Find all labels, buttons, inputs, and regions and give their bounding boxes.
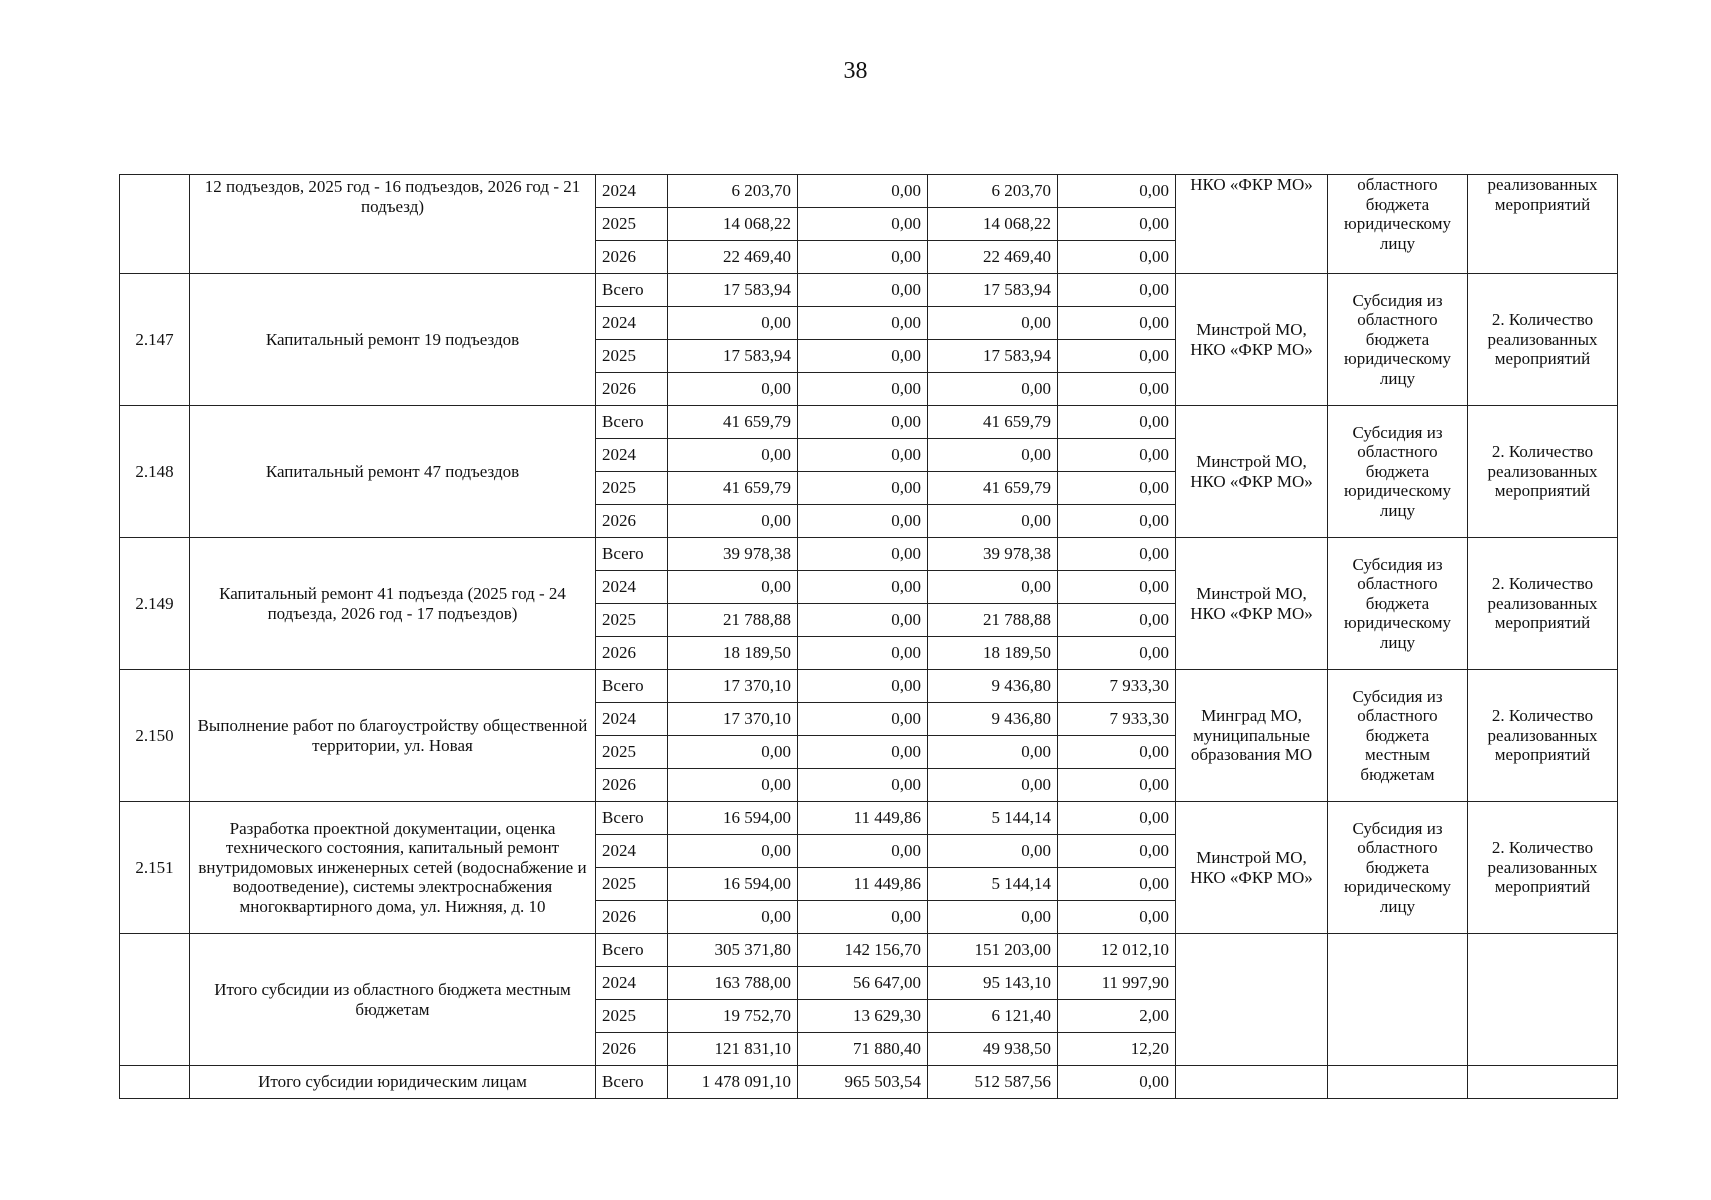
year-cell: 2024 — [596, 571, 668, 604]
total-cell: 41 659,79 — [668, 406, 798, 439]
regional-cell: 39 978,38 — [928, 538, 1058, 571]
total-cell: 39 978,38 — [668, 538, 798, 571]
table-row — [120, 802, 1618, 835]
year-cell: 2025 — [596, 472, 668, 505]
federal-cell: 0,00 — [798, 670, 928, 703]
table-row — [120, 274, 1618, 307]
item-number: 2.147 — [120, 274, 190, 406]
executor-cell: Минстрой МО, НКО «ФКР МО» — [1176, 538, 1328, 670]
regional-cell: 9 436,80 — [928, 670, 1058, 703]
federal-cell: 0,00 — [798, 571, 928, 604]
executor-cell: Минстрой МО, НКО «ФКР МО» — [1176, 274, 1328, 406]
total-cell: 305 371,80 — [668, 934, 798, 967]
item-number — [120, 934, 190, 1066]
regional-cell: 512 587,56 — [928, 1066, 1058, 1099]
regional-cell: 151 203,00 — [928, 934, 1058, 967]
year-cell: 2026 — [596, 769, 668, 802]
total-cell: 1 478 091,10 — [668, 1066, 798, 1099]
total-cell: 0,00 — [668, 901, 798, 934]
federal-cell: 0,00 — [798, 769, 928, 802]
total-cell: 17 370,10 — [668, 670, 798, 703]
municipal-cell: 2,00 — [1058, 1000, 1176, 1033]
year-cell: Всего — [596, 406, 668, 439]
federal-cell: 0,00 — [798, 274, 928, 307]
federal-cell: 0,00 — [798, 736, 928, 769]
federal-cell: 0,00 — [798, 901, 928, 934]
year-cell: 2026 — [596, 373, 668, 406]
municipal-cell: 0,00 — [1058, 307, 1176, 340]
municipal-cell: 0,00 — [1058, 868, 1176, 901]
item-number — [120, 175, 190, 274]
item-description: Разработка проектной документации, оценка технического состояния, капитальный ремонт внутридомовых инженерных сетей (водоснабжение и водоотведение), системы электроснабжения многоквартирного дома, ул. Нижняя, д. 10 — [190, 802, 596, 934]
regional-cell: 9 436,80 — [928, 703, 1058, 736]
federal-cell: 0,00 — [798, 439, 928, 472]
regional-cell: 0,00 — [928, 835, 1058, 868]
regional-cell: 0,00 — [928, 736, 1058, 769]
regional-cell: 14 068,22 — [928, 208, 1058, 241]
municipal-cell: 0,00 — [1058, 274, 1176, 307]
total-cell: 6 203,70 — [668, 175, 798, 208]
year-cell: Всего — [596, 274, 668, 307]
item-description: 12 подъездов, 2025 год - 16 подъездов, 2026 год - 21 подъезд) — [190, 175, 596, 274]
federal-cell: 11 449,86 — [798, 802, 928, 835]
result-cell — [1468, 1066, 1618, 1099]
federal-cell: 965 503,54 — [798, 1066, 928, 1099]
budget-table — [119, 174, 1618, 1099]
total-cell: 0,00 — [668, 769, 798, 802]
year-cell: Всего — [596, 1066, 668, 1099]
federal-cell: 0,00 — [798, 835, 928, 868]
year-cell: 2026 — [596, 241, 668, 274]
regional-cell: 0,00 — [928, 769, 1058, 802]
subsidy-form-cell — [1328, 934, 1468, 1066]
page-number: 38 — [843, 58, 868, 84]
item-number — [120, 1066, 190, 1099]
federal-cell: 11 449,86 — [798, 868, 928, 901]
year-cell: 2026 — [596, 1033, 668, 1066]
municipal-cell: 0,00 — [1058, 736, 1176, 769]
municipal-cell: 0,00 — [1058, 373, 1176, 406]
subsidy-form-cell: Субсидия из областного бюджета юридическому лицу — [1328, 802, 1468, 934]
executor-cell — [1176, 934, 1328, 1066]
subsidy-form-cell: Субсидия из областного бюджета местным бюджетам — [1328, 670, 1468, 802]
item-number: 2.149 — [120, 538, 190, 670]
table-row — [120, 538, 1618, 571]
regional-cell: 22 469,40 — [928, 241, 1058, 274]
executor-cell — [1176, 1066, 1328, 1099]
municipal-cell: 0,00 — [1058, 1066, 1176, 1099]
federal-cell: 0,00 — [798, 241, 928, 274]
result-cell: 2. Количество реализованных мероприятий — [1468, 802, 1618, 934]
federal-cell: 0,00 — [798, 472, 928, 505]
municipal-cell: 0,00 — [1058, 406, 1176, 439]
regional-cell: 0,00 — [928, 505, 1058, 538]
total-cell: 16 594,00 — [668, 868, 798, 901]
municipal-cell: 0,00 — [1058, 175, 1176, 208]
total-cell: 17 583,94 — [668, 340, 798, 373]
regional-cell: 0,00 — [928, 373, 1058, 406]
result-cell: 2. Количество реализованных мероприятий — [1468, 274, 1618, 406]
total-cell: 16 594,00 — [668, 802, 798, 835]
table-row — [120, 406, 1618, 439]
total-cell: 0,00 — [668, 307, 798, 340]
regional-cell: 6 121,40 — [928, 1000, 1058, 1033]
item-description: Капитальный ремонт 19 подъездов — [190, 274, 596, 406]
result-cell: 2. Количество реализованных мероприятий — [1468, 538, 1618, 670]
item-description: Капитальный ремонт 41 подъезда (2025 год - 24 подъезда, 2026 год - 17 подъездов) — [190, 538, 596, 670]
executor-cell: Минстрой МО, НКО «ФКР МО» — [1176, 802, 1328, 934]
item-description: Итого субсидии из областного бюджета местным бюджетам — [190, 934, 596, 1066]
municipal-cell: 7 933,30 — [1058, 670, 1176, 703]
regional-cell: 21 788,88 — [928, 604, 1058, 637]
municipal-cell: 0,00 — [1058, 472, 1176, 505]
municipal-cell: 12,20 — [1058, 1033, 1176, 1066]
year-cell: Всего — [596, 934, 668, 967]
executor-cell: Минстрой МО, НКО «ФКР МО» — [1176, 406, 1328, 538]
item-number: 2.151 — [120, 802, 190, 934]
total-cell: 0,00 — [668, 571, 798, 604]
item-description: Капитальный ремонт 47 подъездов — [190, 406, 596, 538]
result-cell: реализованных мероприятий — [1468, 175, 1618, 274]
total-cell: 0,00 — [668, 736, 798, 769]
item-description: Итого субсидии юридическим лицам — [190, 1066, 596, 1099]
total-cell: 163 788,00 — [668, 967, 798, 1000]
table-row — [120, 934, 1618, 967]
year-cell: 2025 — [596, 208, 668, 241]
subsidy-form-cell — [1328, 1066, 1468, 1099]
subsidy-form-cell: Субсидия из областного бюджета юридическому лицу — [1328, 538, 1468, 670]
subsidy-form-cell: Субсидия из областного бюджета юридическому лицу — [1328, 406, 1468, 538]
federal-cell: 0,00 — [798, 340, 928, 373]
municipal-cell: 0,00 — [1058, 901, 1176, 934]
total-cell: 41 659,79 — [668, 472, 798, 505]
regional-cell: 41 659,79 — [928, 472, 1058, 505]
federal-cell: 142 156,70 — [798, 934, 928, 967]
year-cell: 2026 — [596, 637, 668, 670]
executor-cell: НКО «ФКР МО» — [1176, 175, 1328, 274]
year-cell: 2024 — [596, 439, 668, 472]
year-cell: Всего — [596, 538, 668, 571]
year-cell: 2025 — [596, 868, 668, 901]
regional-cell: 17 583,94 — [928, 340, 1058, 373]
regional-cell: 95 143,10 — [928, 967, 1058, 1000]
federal-cell: 0,00 — [798, 703, 928, 736]
year-cell: 2024 — [596, 835, 668, 868]
municipal-cell: 0,00 — [1058, 604, 1176, 637]
year-cell: 2025 — [596, 736, 668, 769]
year-cell: 2025 — [596, 1000, 668, 1033]
total-cell: 17 370,10 — [668, 703, 798, 736]
executor-cell: Минград МО, муниципальные образования МО — [1176, 670, 1328, 802]
regional-cell: 18 189,50 — [928, 637, 1058, 670]
federal-cell: 0,00 — [798, 307, 928, 340]
item-number: 2.150 — [120, 670, 190, 802]
regional-cell: 0,00 — [928, 307, 1058, 340]
year-cell: 2024 — [596, 175, 668, 208]
regional-cell: 17 583,94 — [928, 274, 1058, 307]
regional-cell: 0,00 — [928, 439, 1058, 472]
municipal-cell: 0,00 — [1058, 835, 1176, 868]
municipal-cell: 0,00 — [1058, 571, 1176, 604]
table-row — [120, 1066, 1618, 1099]
municipal-cell: 7 933,30 — [1058, 703, 1176, 736]
total-cell: 0,00 — [668, 835, 798, 868]
total-cell: 18 189,50 — [668, 637, 798, 670]
federal-cell: 0,00 — [798, 604, 928, 637]
year-cell: 2025 — [596, 340, 668, 373]
table-row — [120, 175, 1618, 208]
regional-cell: 5 144,14 — [928, 802, 1058, 835]
municipal-cell: 0,00 — [1058, 439, 1176, 472]
result-cell: 2. Количество реализованных мероприятий — [1468, 406, 1618, 538]
municipal-cell: 12 012,10 — [1058, 934, 1176, 967]
regional-cell: 6 203,70 — [928, 175, 1058, 208]
total-cell: 121 831,10 — [668, 1033, 798, 1066]
subsidy-form-cell: областного бюджета юридическому лицу — [1328, 175, 1468, 274]
federal-cell: 0,00 — [798, 637, 928, 670]
federal-cell: 0,00 — [798, 505, 928, 538]
item-description: Выполнение работ по благоустройству общественной территории, ул. Новая — [190, 670, 596, 802]
year-cell: Всего — [596, 802, 668, 835]
municipal-cell: 0,00 — [1058, 802, 1176, 835]
federal-cell: 71 880,40 — [798, 1033, 928, 1066]
federal-cell: 0,00 — [798, 538, 928, 571]
federal-cell: 13 629,30 — [798, 1000, 928, 1033]
result-cell — [1468, 934, 1618, 1066]
year-cell: 2026 — [596, 901, 668, 934]
regional-cell: 5 144,14 — [928, 868, 1058, 901]
year-cell: 2025 — [596, 604, 668, 637]
municipal-cell: 0,00 — [1058, 538, 1176, 571]
year-cell: 2024 — [596, 307, 668, 340]
municipal-cell: 0,00 — [1058, 769, 1176, 802]
municipal-cell: 0,00 — [1058, 241, 1176, 274]
regional-cell: 0,00 — [928, 901, 1058, 934]
subsidy-form-cell: Субсидия из областного бюджета юридическому лицу — [1328, 274, 1468, 406]
total-cell: 0,00 — [668, 439, 798, 472]
municipal-cell: 11 997,90 — [1058, 967, 1176, 1000]
table-body — [120, 175, 1618, 1099]
result-cell: 2. Количество реализованных мероприятий — [1468, 670, 1618, 802]
municipal-cell: 0,00 — [1058, 505, 1176, 538]
federal-cell: 0,00 — [798, 175, 928, 208]
table-row — [120, 670, 1618, 703]
year-cell: 2024 — [596, 703, 668, 736]
year-cell: 2024 — [596, 967, 668, 1000]
federal-cell: 0,00 — [798, 373, 928, 406]
total-cell: 14 068,22 — [668, 208, 798, 241]
year-cell: 2026 — [596, 505, 668, 538]
regional-cell: 49 938,50 — [928, 1033, 1058, 1066]
regional-cell: 0,00 — [928, 571, 1058, 604]
total-cell: 21 788,88 — [668, 604, 798, 637]
year-cell: Всего — [596, 670, 668, 703]
municipal-cell: 0,00 — [1058, 637, 1176, 670]
total-cell: 0,00 — [668, 505, 798, 538]
federal-cell: 0,00 — [798, 406, 928, 439]
total-cell: 0,00 — [668, 373, 798, 406]
municipal-cell: 0,00 — [1058, 208, 1176, 241]
federal-cell: 56 647,00 — [798, 967, 928, 1000]
total-cell: 17 583,94 — [668, 274, 798, 307]
item-number: 2.148 — [120, 406, 190, 538]
municipal-cell: 0,00 — [1058, 340, 1176, 373]
federal-cell: 0,00 — [798, 208, 928, 241]
total-cell: 19 752,70 — [668, 1000, 798, 1033]
regional-cell: 41 659,79 — [928, 406, 1058, 439]
total-cell: 22 469,40 — [668, 241, 798, 274]
